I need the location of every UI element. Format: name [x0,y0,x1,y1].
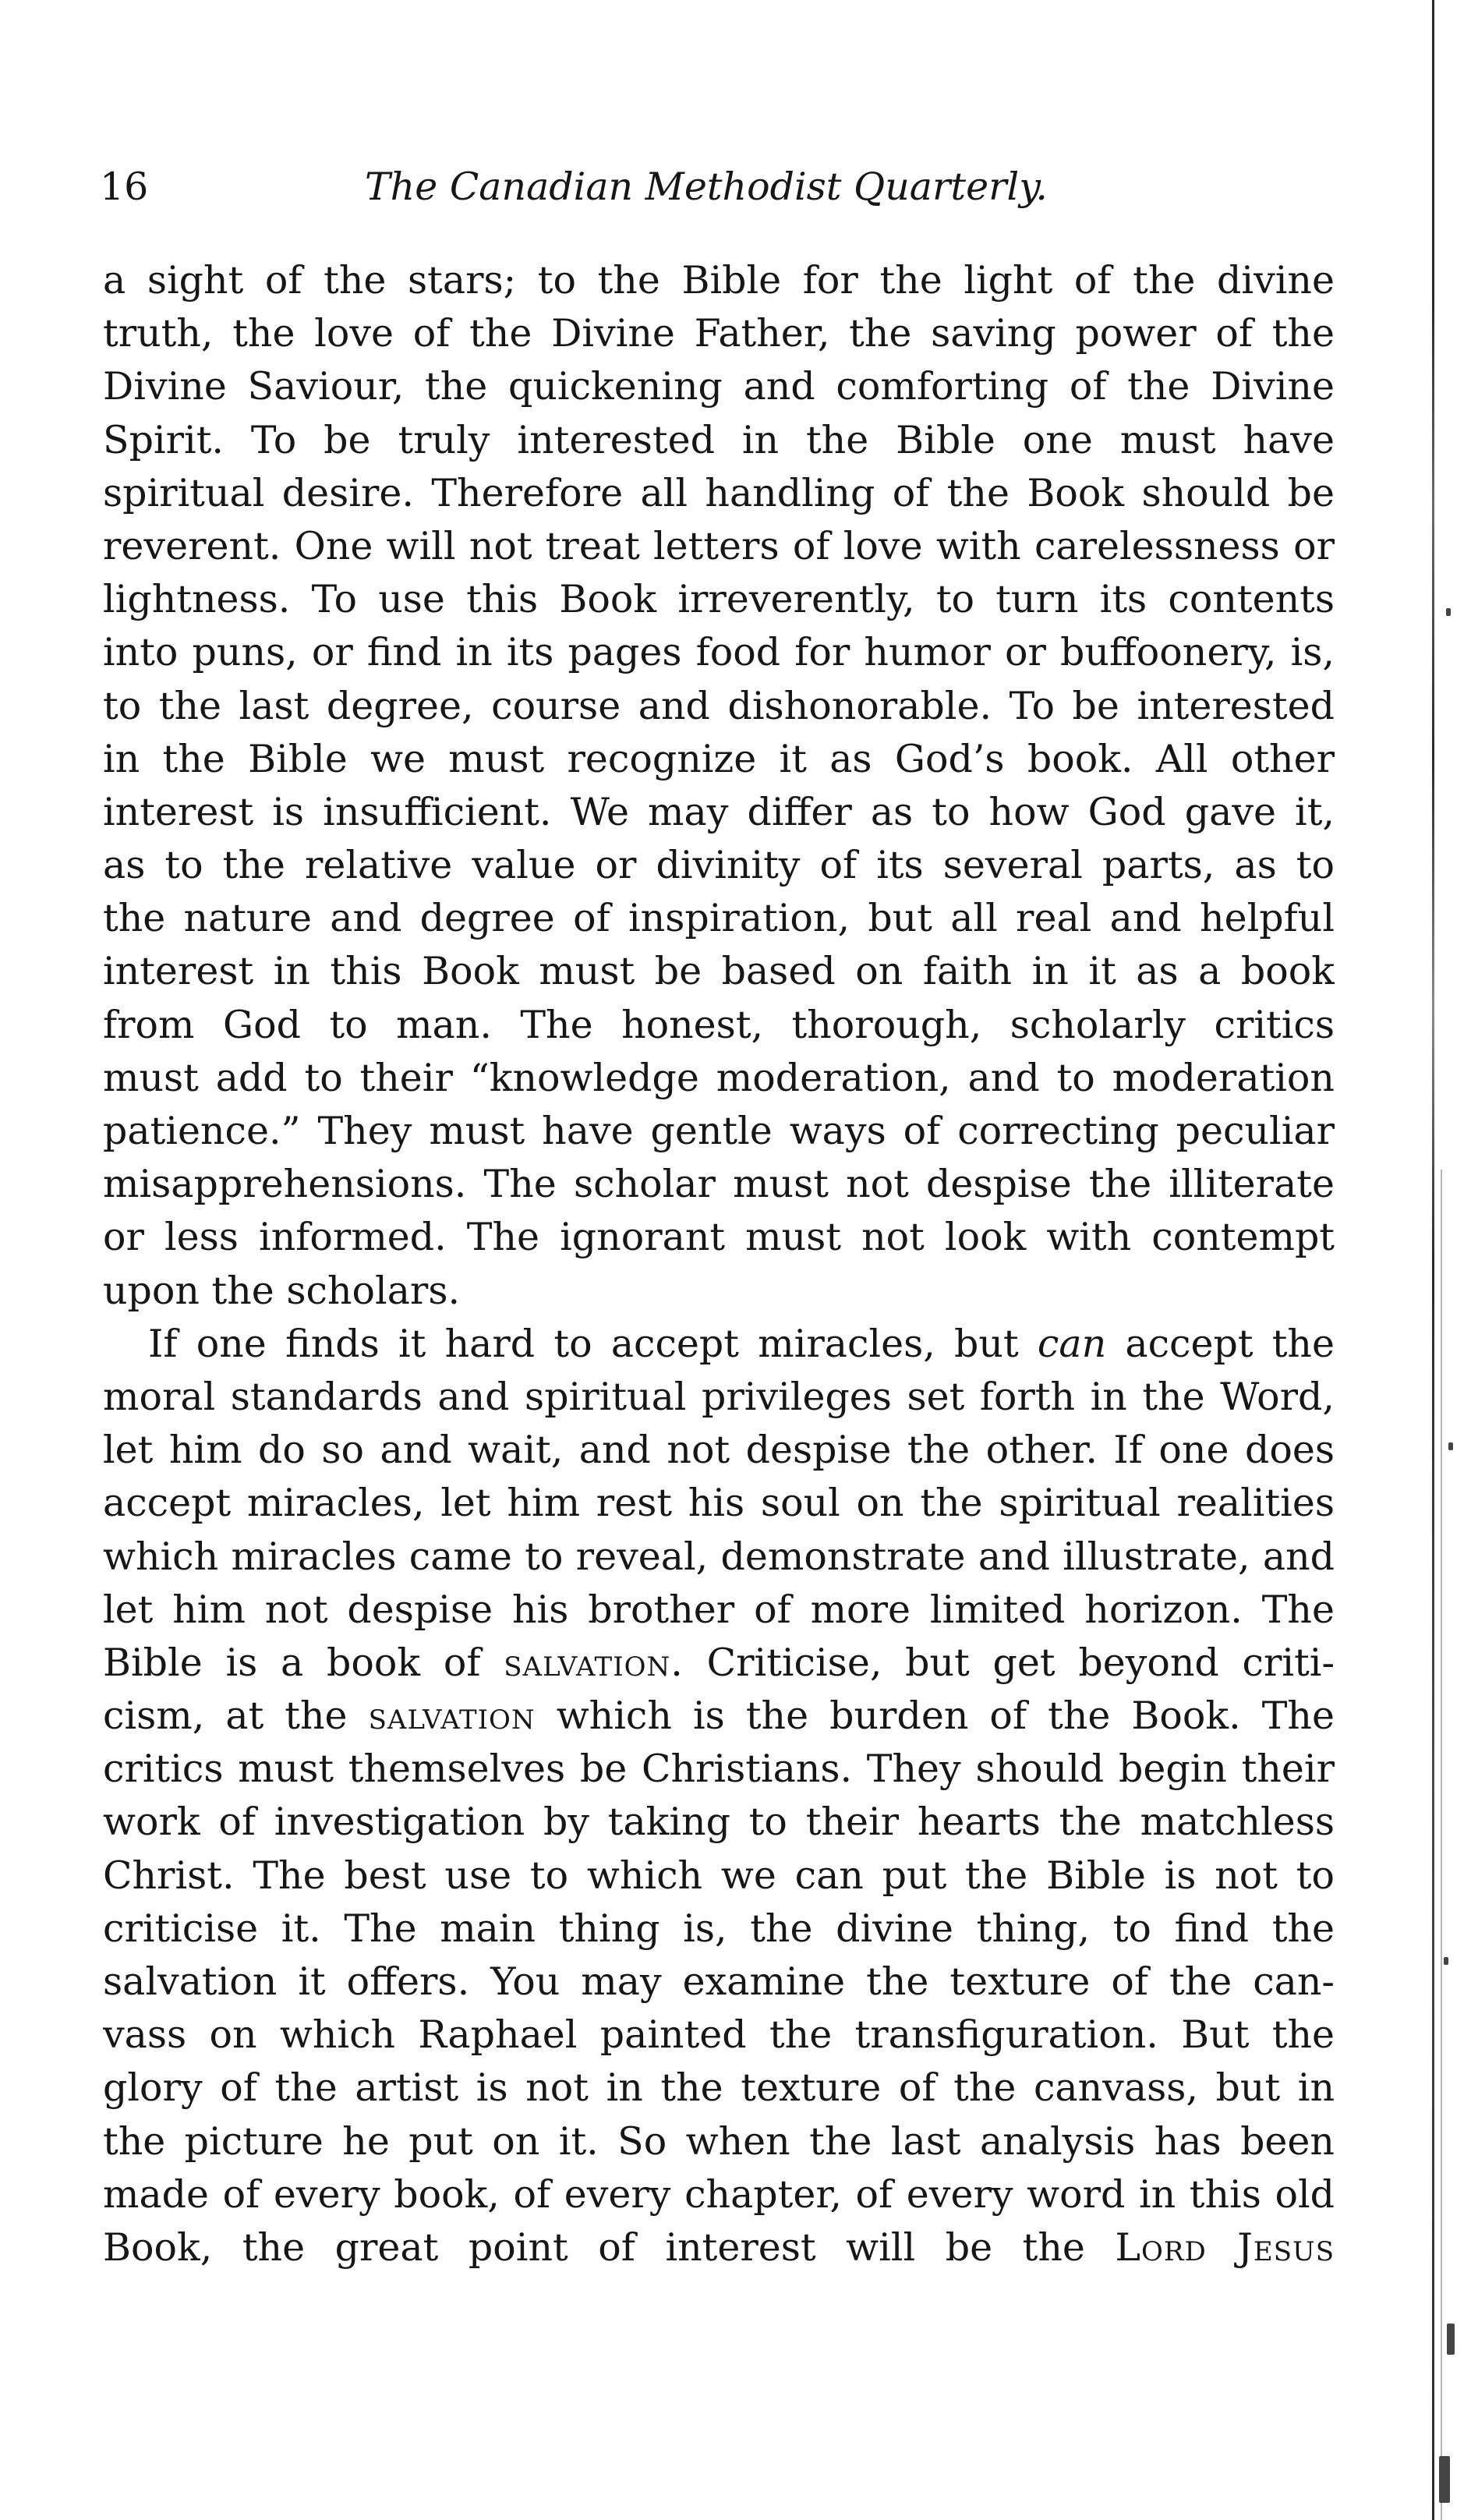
text-line: accept miracles, let him rest his soul on the spiritual realities [103,1481,1335,1526]
text-line: lightness. To use this Book irreverently, to turn its contents [103,577,1335,622]
journal-title: The Canadian Methodist Quarterly. [365,165,1048,209]
text-line: patience.” They must have gentle ways of correcting peculiar [103,1109,1335,1153]
text-line: in the Bible we must recognize it as God’s book. All other [103,736,1335,781]
text-line: spiritual desire. Therefore all handling of the Book should be [103,470,1335,515]
italic-word: can [1037,1321,1107,1366]
text-run: If one finds it hard to accept miracles, but [148,1321,1038,1366]
text-line: which miracles came to reveal, demonstrate and illustrate, and [103,1534,1335,1579]
text-line: critics must themselves be Christians. They should begin their [103,1747,1335,1792]
text-run: Book, the great point of interest will be the [103,2224,1116,2270]
scan-speck [1444,1957,1448,1965]
smallcaps-word: Lord Jesus [1115,2224,1335,2270]
text-line [103,1318,1335,1371]
text-run: accept the [1106,1321,1335,1366]
text-line: work of investigation by taking to their hearts the matchless [103,1800,1335,1845]
text-line: the picture he put on it. So when the last analysis has been [103,2118,1335,2164]
text-line: glory of the artist is not in the texture of the canvass, but in [103,2065,1335,2111]
text-line: let him not despise his brother of more limited horizon. The [103,1587,1335,1632]
text-line: interest in this Book must be based on faith in it as a book [103,949,1335,994]
scan-speck [1439,2456,1450,2503]
text-line: upon the scholars. [103,1268,461,1313]
body-text [103,254,1335,2274]
text-run: Bible is a book of [103,1640,504,1685]
text-run: which is the burden of the Book. The [535,1694,1335,1739]
text-line: salvation it offers. You may examine the texture of the can- [103,1959,1335,2004]
page-edge-rule [1432,0,1434,2520]
text-line: as to the relative value or divinity of its several parts, as to [103,843,1335,888]
text-line: moral standards and spiritual privileges set forth in the Word, [103,1374,1335,1419]
text-line: from God to man. The honest, thorough, scholarly critics [103,1002,1335,1047]
text-line [103,2221,1335,2274]
running-head [100,160,1105,214]
page-number: 16 [100,165,149,209]
text-line: into puns, or find in its pages food for humor or buffoonery, is, [103,630,1335,675]
scan-speck [1448,1442,1453,1450]
text-line: criticise it. The main thing is, the divine thing, to find the [103,1906,1335,1951]
text-line: a sight of the stars; to the Bible for the light of the divine [103,258,1335,303]
text-line: Spirit. To be truly interested in the Bible one must have [103,417,1335,462]
text-line: reverent. One will not treat letters of love with carelessness or [103,523,1335,568]
scan-speck [1447,2324,1455,2355]
text-line: truth, the love of the Divine Father, the saving power of the [103,311,1335,356]
smallcaps-word: salvation. [504,1640,684,1685]
text-line: made of every book, of every chapter, of every word in this old [103,2171,1335,2217]
page-edge-shadow [1441,1170,1442,2520]
text-line [103,1637,1335,1690]
text-line: let him do so and wait, and not despise the other. If one does [103,1428,1335,1473]
text-line: interest is insufficient. We may differ as to how God gave it, [103,789,1335,834]
scan-speck [1446,608,1451,616]
smallcaps-word: salvation [368,1694,536,1739]
text-line: must add to their “knowledge moderation, and to moderation [103,1055,1335,1100]
text-run: Criticise, but get beyond criti- [683,1640,1335,1685]
text-line: or less informed. The ignorant must not look with contempt [103,1215,1335,1260]
text-line [103,1690,1335,1743]
text-line: the nature and degree of inspiration, but all real and helpful [103,896,1335,941]
text-line: Divine Saviour, the quickening and comforting of the Divine [103,364,1335,409]
text-line: to the last degree, course and dishonorable. To be interested [103,683,1335,728]
text-run: cism, at the [103,1694,369,1739]
text-line: Christ. The best use to which we can put the Bible is not to [103,1853,1335,1898]
text-line: misapprehensions. The scholar must not despise the illiterate [103,1162,1335,1207]
text-line: vass on which Raphael painted the transfiguration. But the [103,2012,1335,2058]
